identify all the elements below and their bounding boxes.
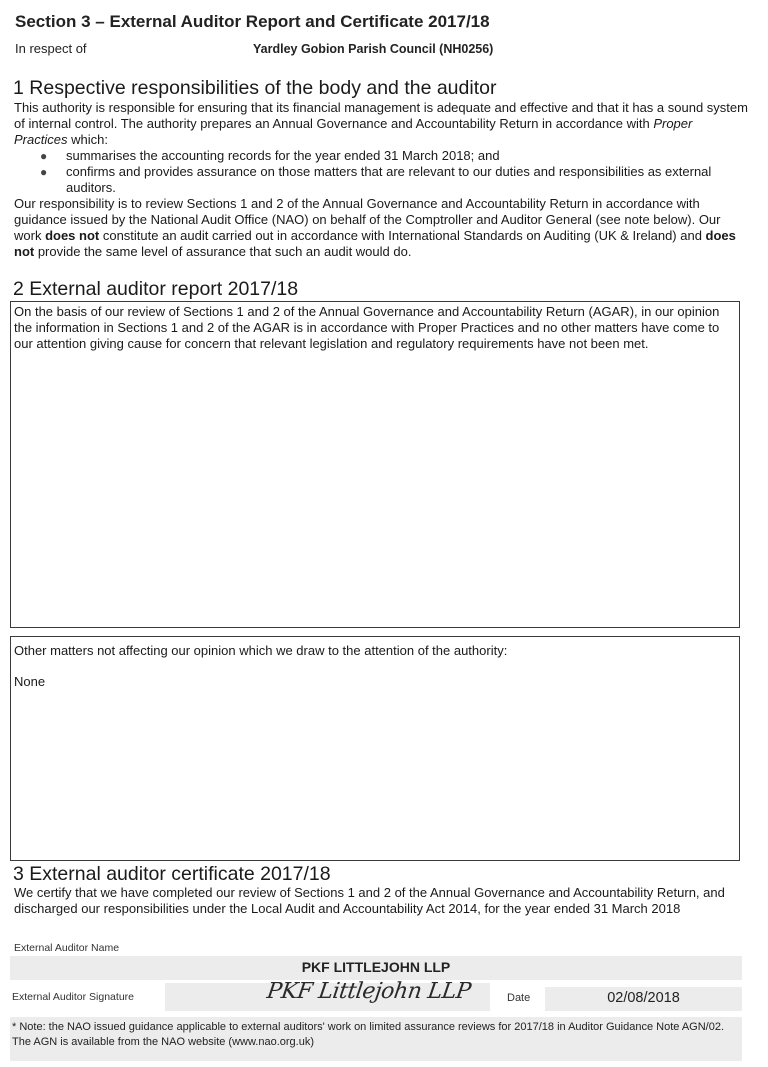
bullet-item [14, 148, 749, 164]
intro-text-2: which: [67, 132, 108, 147]
council-name: Yardley Gobion Parish Council (NH0256) [253, 42, 494, 56]
section1-bullet-list [14, 148, 749, 196]
bullet-icon: ● [40, 165, 48, 179]
date-label: Date [507, 992, 531, 1004]
section3-heading: 3 External auditor certificate 2017/18 [13, 863, 331, 885]
auditor-signature-label: External Auditor Signature [12, 991, 134, 1003]
section2-heading: 2 External auditor report 2017/18 [13, 278, 299, 300]
opinion-box [10, 301, 740, 628]
does-not-bold: does not [45, 228, 100, 243]
other-matters-label: Other matters not affecting our opinion which we draw to the attention of the authority: [14, 643, 508, 658]
auditor-signature: PKF Littlejohn LLP [265, 979, 473, 1004]
bullet-text: summarises the accounting records for the year ended 31 March 2018; and [66, 148, 500, 163]
other-matters-box [10, 636, 740, 861]
date-field: 02/08/2018 [545, 987, 742, 1011]
bullet-text: confirms and provides assurance on those matters that are relevant to our duties and responsibilities as external auditors. [66, 164, 712, 195]
other-matters-value: None [14, 674, 46, 689]
resp-text-1: Our responsibility is to review Sections 1 and 2 of the Annual Governance and Accountability Return in accordance with guidance issued by the National Audit Office (NAO) on behalf of the Comptroller and Auditor General (see note below). Our work [14, 196, 721, 243]
auditor-name-label: External Auditor Name [14, 942, 120, 954]
in-respect-of-label: In respect of [15, 41, 87, 56]
section1-heading: 1 Respective responsibilities of the body and the auditor [13, 77, 497, 99]
page-title: Section 3 – External Auditor Report and Certificate 2017/18 [15, 12, 490, 31]
resp-text-3: provide the same level of assurance that such an audit would do. [34, 244, 412, 259]
resp-text-2: constitute an audit carried out in accordance with International Standards on Auditing (UK & Ireland) and [99, 228, 706, 243]
proper-practices-italic: Proper Practices [14, 116, 693, 147]
bullet-icon: ● [40, 149, 48, 163]
intro-text-1: This authority is responsible for ensuring that its financial management is adequate and effective and that it has a sound system of internal control. The authority prepares an Annual Governance and Accountability Return in accordance with [14, 100, 748, 131]
auditor-name-field: PKF LITTLEJOHN LLP [10, 956, 742, 980]
section1-responsibility [14, 196, 749, 260]
does-not-bold: does not [14, 228, 736, 259]
bullet-item [14, 164, 749, 196]
opinion-text: On the basis of our review of Sections 1 and 2 of the Annual Governance and Accountability Return (AGAR), in our opinion the information in Sections 1 and 2 of the AGAR is in accordance with Proper Practices and no other matters have come to our attention giving cause for concern that relevant legislation and regulatory requirements have not been met. [14, 304, 720, 351]
footnote: * Note: the NAO issued guidance applicable to external auditors' work on limited assurance reviews for 2017/18 in Auditor Guidance Note AGN/02. The AGN is available from the NAO website (www.nao.org.uk) [10, 1017, 742, 1061]
certificate-text: We certify that we have completed our review of Sections 1 and 2 of the Annual Governance and Accountability Return, and discharged our responsibilities under the Local Audit and Accountability Act 2014, for the year ended 31 March 2018 [14, 885, 725, 916]
section1-intro [14, 100, 749, 148]
auditor-signature-field [165, 979, 490, 1011]
